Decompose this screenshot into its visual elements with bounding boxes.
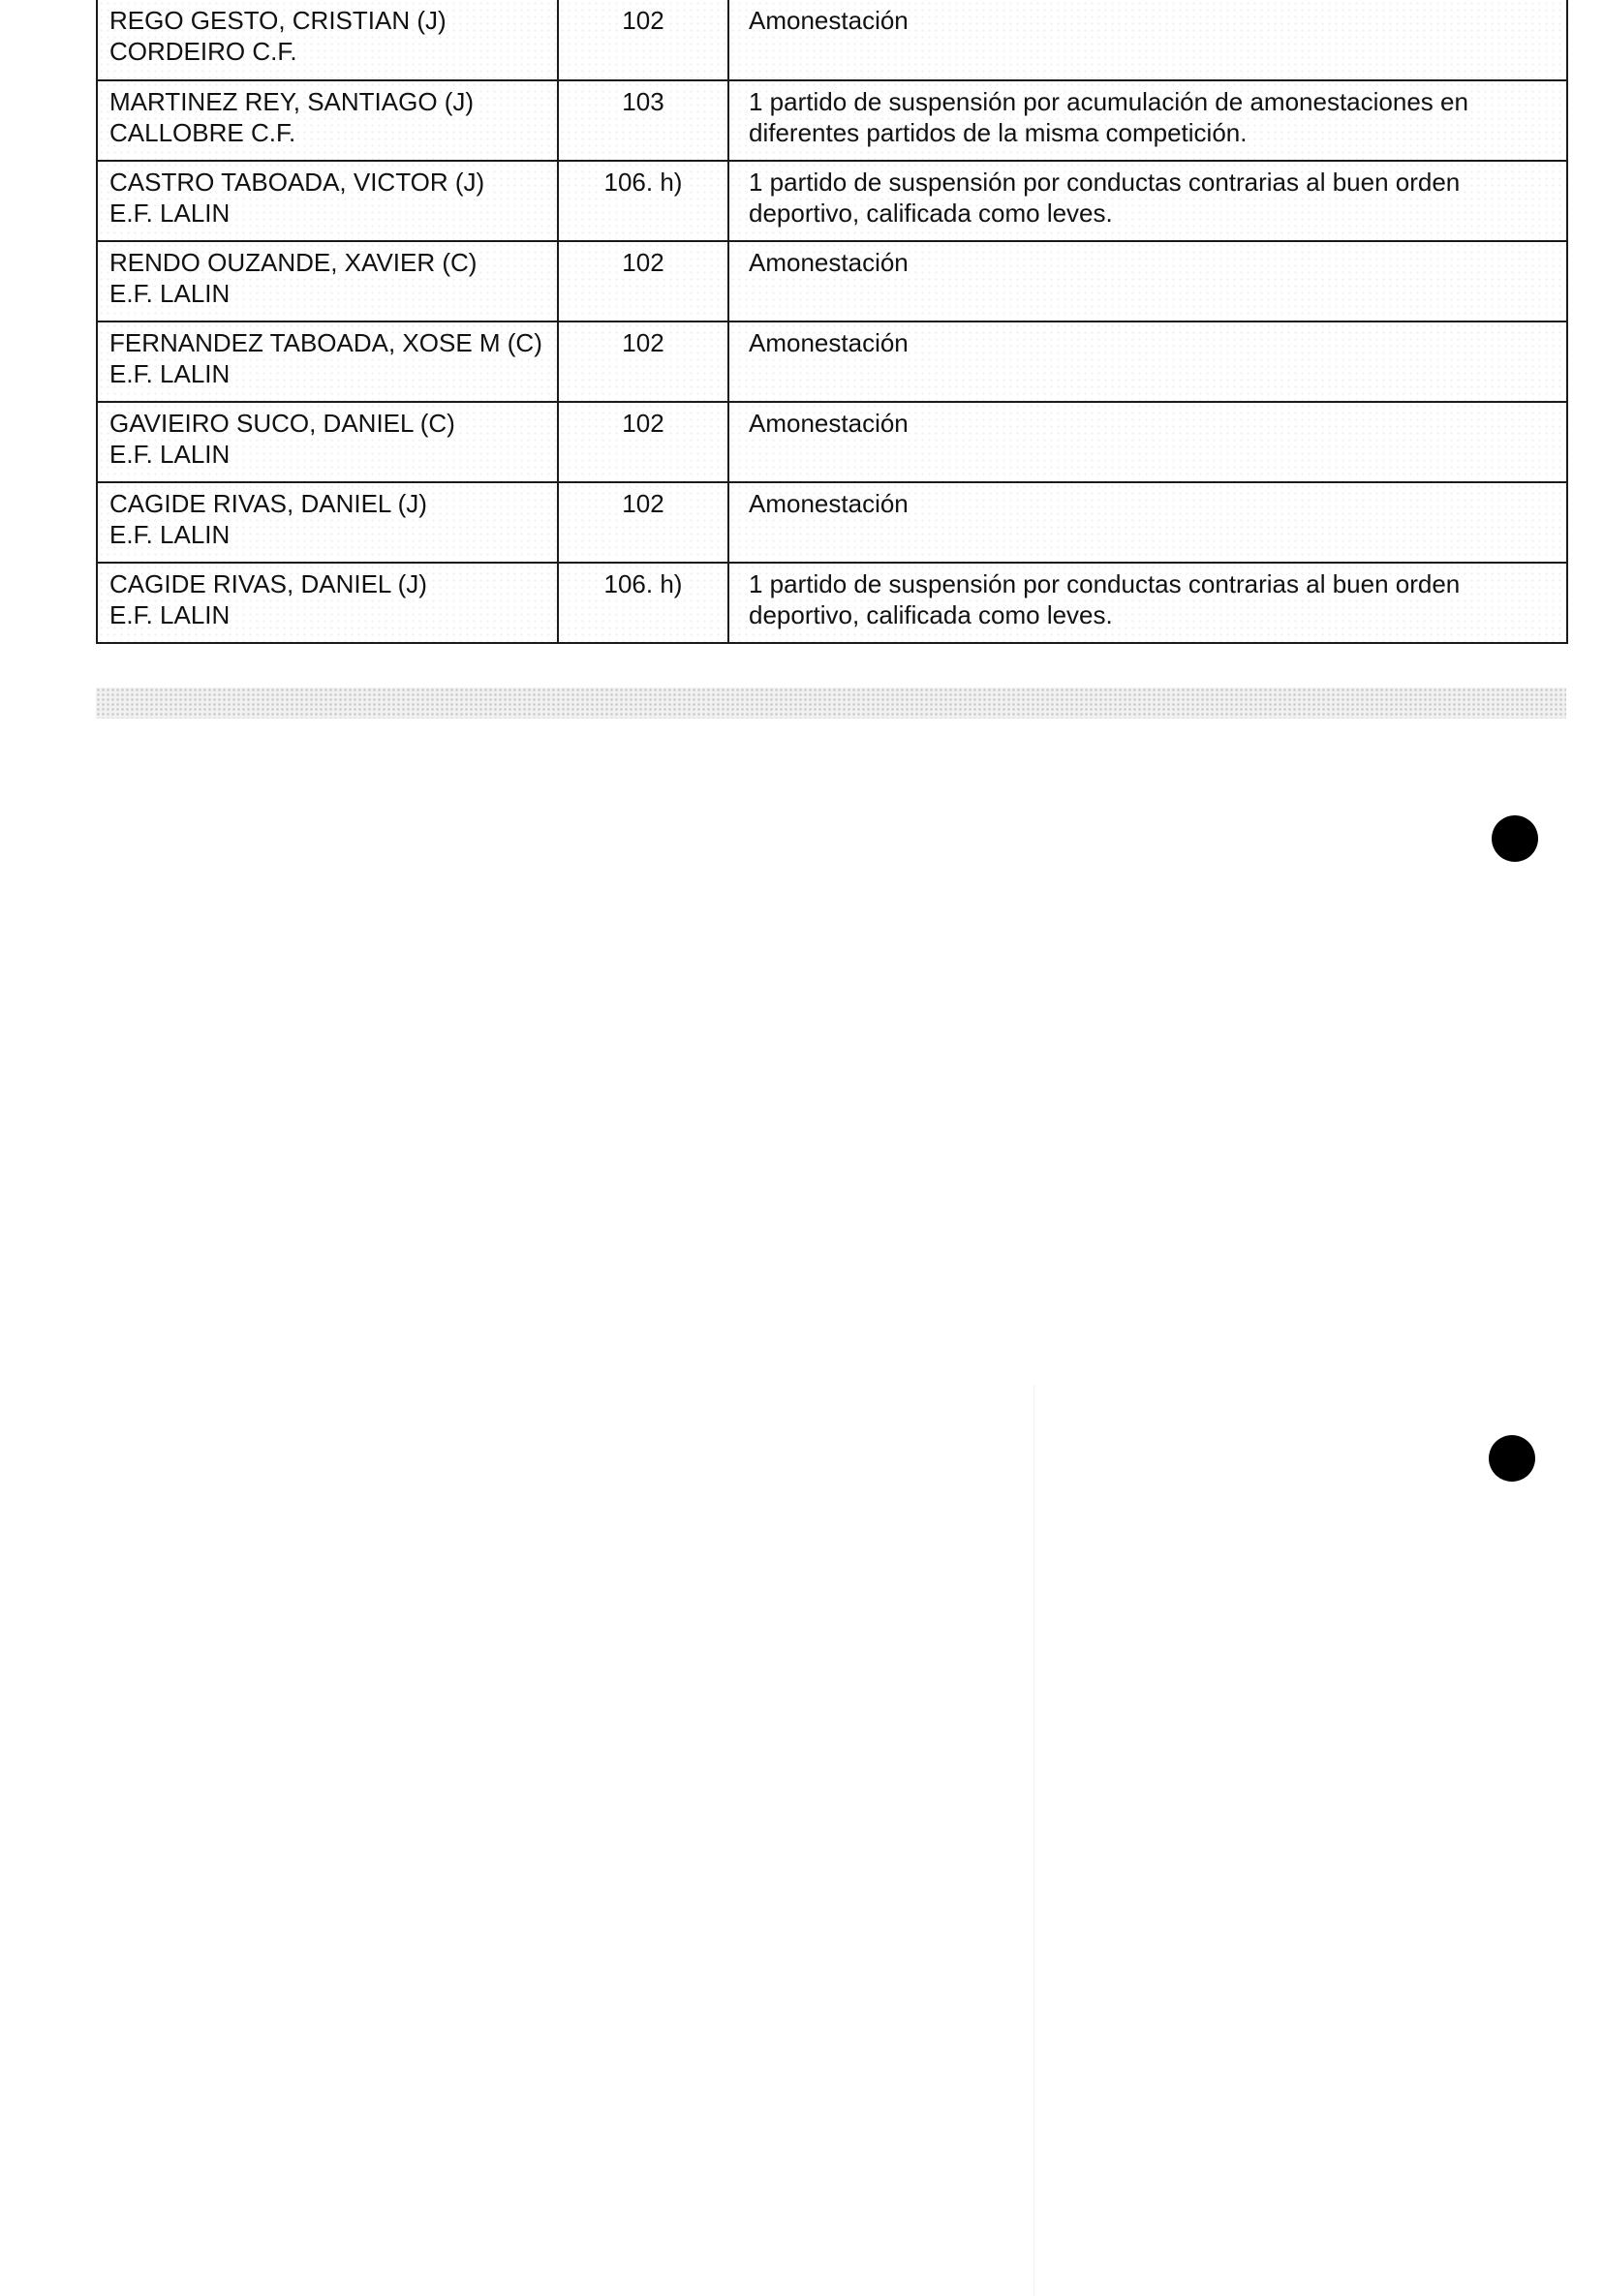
article-cell: 102 (558, 321, 728, 402)
article-cell: 102 (558, 482, 728, 563)
article-cell: 102 (558, 241, 728, 321)
punch-hole-bottom (1489, 1435, 1535, 1482)
table-row (97, 321, 1567, 402)
sanction-cell: Amonestación (728, 402, 1567, 482)
club-name: E.F. LALIN (109, 440, 231, 469)
club-name: CALLOBRE C.F. (109, 118, 296, 147)
club-name: E.F. LALIN (109, 520, 231, 549)
punch-hole-top (1492, 815, 1538, 862)
player-name: MARTINEZ REY, SANTIAGO (J) (109, 87, 475, 116)
sanction-cell: 1 partido de suspensión por acumulación de amonestaciones en diferentes partidos de la misma competición. (728, 80, 1567, 161)
player-name: CASTRO TABOADA, VICTOR (J) (109, 168, 485, 197)
player-cell (97, 563, 558, 643)
sanction-cell: 1 partido de suspensión por conductas contrarias al buen orden deportivo, calificada como leves. (728, 563, 1567, 643)
player-cell (97, 161, 558, 241)
table-row (97, 161, 1567, 241)
article-cell: 106. h) (558, 161, 728, 241)
club-name: E.F. LALIN (109, 279, 231, 308)
player-cell (97, 402, 558, 482)
player-name: RENDO OUZANDE, XAVIER (C) (109, 248, 478, 277)
article-cell: 102 (558, 0, 728, 80)
player-name: FERNANDEZ TABOADA, XOSE M (C) (109, 328, 542, 357)
player-cell (97, 0, 558, 80)
player-name: CAGIDE RIVAS, DANIEL (J) (109, 489, 427, 518)
player-cell (97, 482, 558, 563)
table-row (97, 0, 1567, 80)
player-name: GAVIEIRO SUCO, DANIEL (C) (109, 409, 455, 438)
player-cell (97, 80, 558, 161)
article-cell: 103 (558, 80, 728, 161)
article-cell: 106. h) (558, 563, 728, 643)
sanction-cell: 1 partido de suspensión por conductas contrarias al buen orden deportivo, calificada como leves. (728, 161, 1567, 241)
player-cell (97, 321, 558, 402)
club-name: CORDEIRO C.F. (109, 37, 297, 66)
paper-fold-line (1033, 1385, 1034, 2296)
club-name: E.F. LALIN (109, 359, 231, 388)
table-row (97, 241, 1567, 321)
sanction-cell: Amonestación (728, 241, 1567, 321)
sanctions-table (96, 0, 1568, 644)
table-row (97, 482, 1567, 563)
scan-shadow-strip (96, 688, 1566, 719)
sanction-cell: Amonestación (728, 482, 1567, 563)
player-name: REGO GESTO, CRISTIAN (J) (109, 6, 447, 35)
sanction-cell: Amonestación (728, 321, 1567, 402)
player-cell (97, 241, 558, 321)
table-row (97, 563, 1567, 643)
sanction-cell: Amonestación (728, 0, 1567, 80)
table-row (97, 402, 1567, 482)
club-name: E.F. LALIN (109, 600, 231, 629)
article-cell: 102 (558, 402, 728, 482)
player-name: CAGIDE RIVAS, DANIEL (J) (109, 569, 427, 598)
table-row (97, 80, 1567, 161)
club-name: E.F. LALIN (109, 199, 231, 228)
